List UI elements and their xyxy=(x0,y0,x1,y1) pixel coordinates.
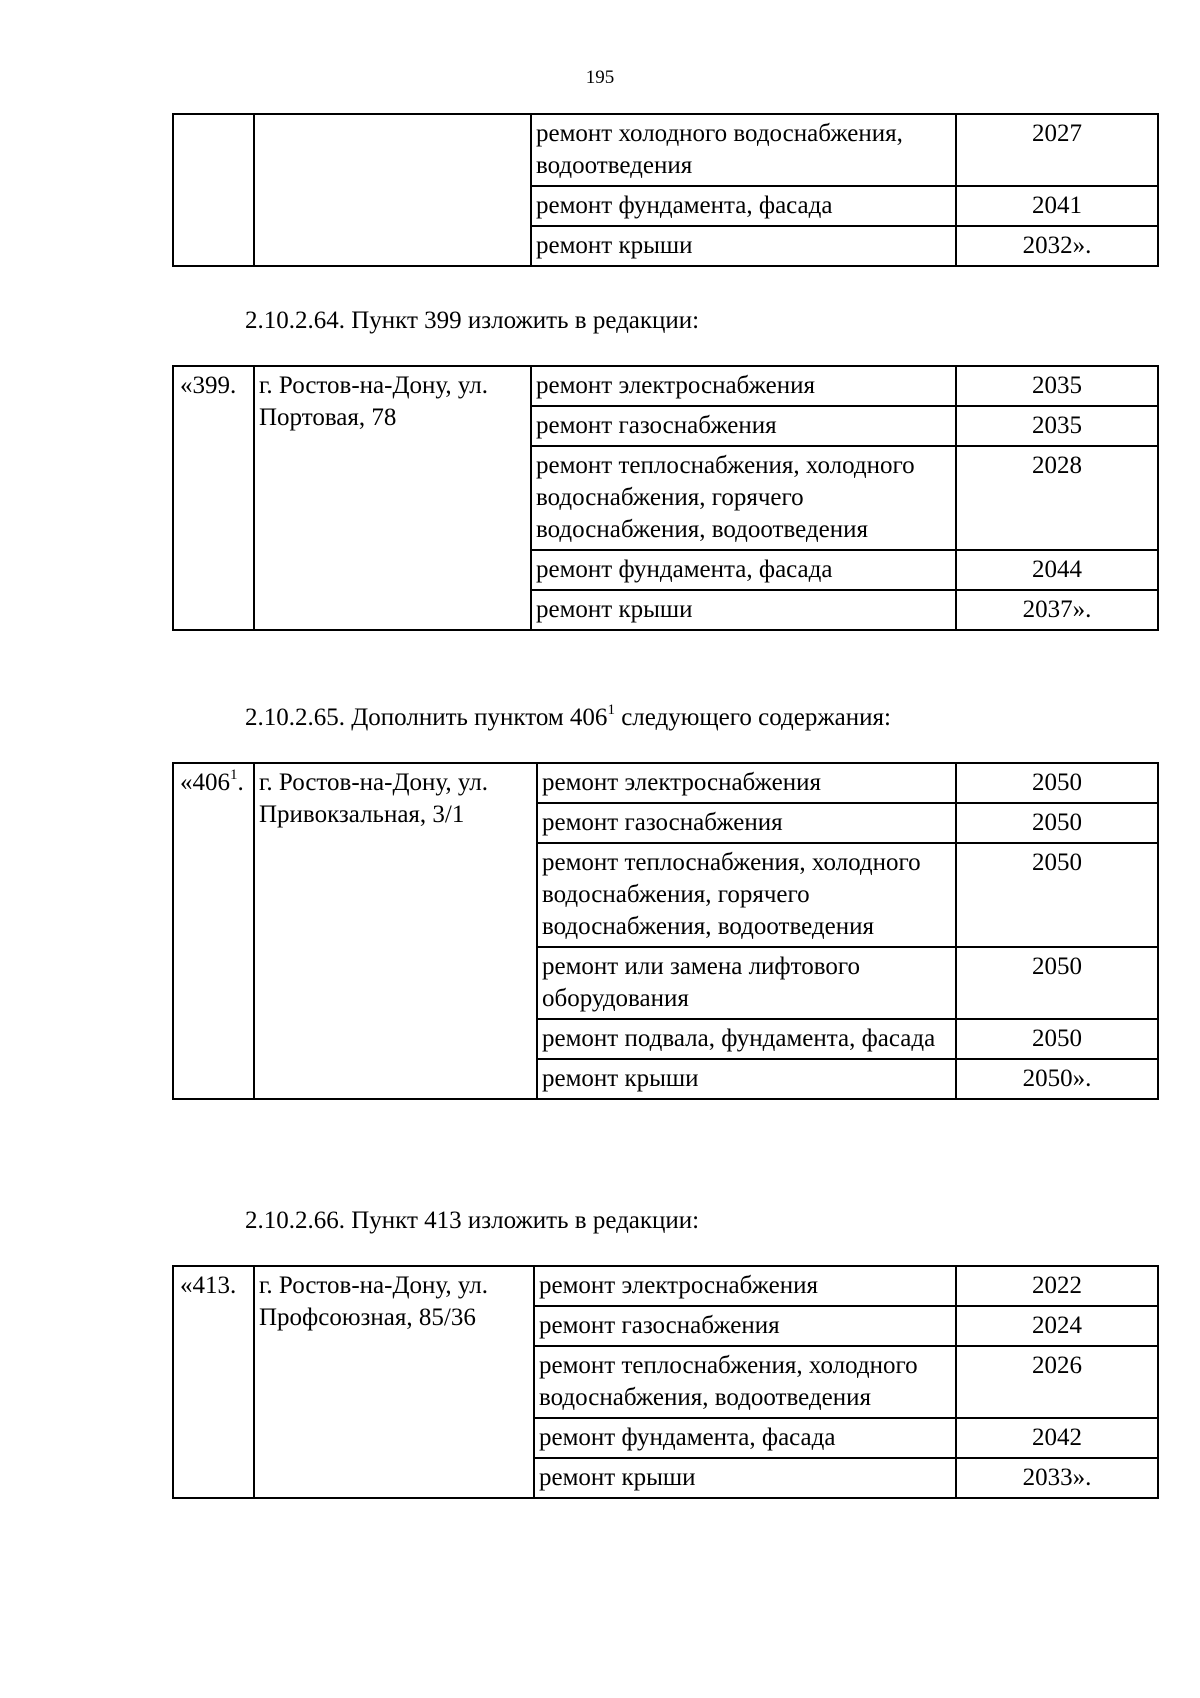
section-heading-64: 2.10.2.64. Пункт 399 изложить в редакции: xyxy=(245,307,700,334)
work-cell: ремонт газоснабжения xyxy=(534,1306,956,1346)
year-cell: 2022 xyxy=(956,1266,1158,1306)
work-cell: ремонт электроснабжения xyxy=(534,1266,956,1306)
table-row xyxy=(173,114,1158,186)
section-heading-66: 2.10.2.66. Пункт 413 изложить в редакции: xyxy=(245,1207,700,1234)
year-cell: 2050 xyxy=(956,803,1158,843)
year-cell: 2026 xyxy=(956,1346,1158,1418)
continuation-table xyxy=(172,113,1159,267)
work-cell: ремонт фундамента, фасада xyxy=(531,550,956,590)
work-cell: ремонт электроснабжения xyxy=(537,763,956,803)
year-cell: 2035 xyxy=(956,406,1158,446)
address-cell: г. Ростов-на-Дону, ул. Портовая, 78 xyxy=(254,366,531,630)
superscript: 1 xyxy=(607,702,615,718)
address-cell xyxy=(254,114,531,266)
work-cell: ремонт газоснабжения xyxy=(537,803,956,843)
address-cell: г. Ростов-на-Дону, ул. Профсоюзная, 85/36 xyxy=(254,1266,534,1498)
year-cell: 2044 xyxy=(956,550,1158,590)
item-413-table xyxy=(172,1265,1159,1499)
item-number-cell: «413. xyxy=(173,1266,254,1498)
year-cell: 2050 xyxy=(956,947,1158,1019)
year-cell: 2041 xyxy=(956,186,1158,226)
heading-text: 2.10.2.65. Дополнить пунктом 406 xyxy=(245,704,608,731)
year-cell: 2042 xyxy=(956,1418,1158,1458)
item-number-cell xyxy=(173,763,254,1099)
table-row xyxy=(173,763,1158,803)
work-cell: ремонт крыши xyxy=(531,590,956,630)
year-cell: 2050 xyxy=(956,763,1158,803)
work-cell: ремонт фундамента, фасада xyxy=(531,186,956,226)
work-cell: ремонт холодного водоснабжения, водоотведения xyxy=(531,114,956,186)
item-399-table xyxy=(172,365,1159,631)
work-cell: ремонт или замена лифтового оборудования xyxy=(537,947,956,1019)
section-heading-65 xyxy=(245,702,891,734)
work-cell: ремонт теплоснабжения, холодного водоснабжения, водоотведения xyxy=(534,1346,956,1418)
heading-text: следующего содержания: xyxy=(614,704,891,731)
work-cell: ремонт крыши xyxy=(531,226,956,266)
item-number-cell: «399. xyxy=(173,366,254,630)
year-cell: 2050 xyxy=(956,1019,1158,1059)
work-cell: ремонт электроснабжения xyxy=(531,366,956,406)
year-cell: 2024 xyxy=(956,1306,1158,1346)
item-number-text: «406 xyxy=(180,769,230,796)
year-cell: 2050». xyxy=(956,1059,1158,1099)
work-cell: ремонт фундамента, фасада xyxy=(534,1418,956,1458)
page-number: 195 xyxy=(585,67,615,88)
work-cell: ремонт крыши xyxy=(534,1458,956,1498)
year-cell: 2032». xyxy=(956,226,1158,266)
table-row xyxy=(173,1266,1158,1306)
work-cell: ремонт подвала, фундамента, фасада xyxy=(537,1019,956,1059)
work-cell: ремонт теплоснабжения, холодного водоснабжения, горячего водоснабжения, водоотведения xyxy=(531,446,956,550)
superscript: 1 xyxy=(230,767,238,783)
year-cell: 2028 xyxy=(956,446,1158,550)
work-cell: ремонт теплоснабжения, холодного водоснабжения, горячего водоснабжения, водоотведения xyxy=(537,843,956,947)
work-cell: ремонт газоснабжения xyxy=(531,406,956,446)
year-cell: 2035 xyxy=(956,366,1158,406)
address-cell: г. Ростов-на-Дону, ул. Привокзальная, 3/1 xyxy=(254,763,537,1099)
item-number-text: . xyxy=(237,769,244,796)
table-row xyxy=(173,366,1158,406)
year-cell: 2027 xyxy=(956,114,1158,186)
work-cell: ремонт крыши xyxy=(537,1059,956,1099)
year-cell: 2050 xyxy=(956,843,1158,947)
item-406-1-table xyxy=(172,762,1159,1100)
year-cell: 2033». xyxy=(956,1458,1158,1498)
item-number-cell xyxy=(173,114,254,266)
year-cell: 2037». xyxy=(956,590,1158,630)
